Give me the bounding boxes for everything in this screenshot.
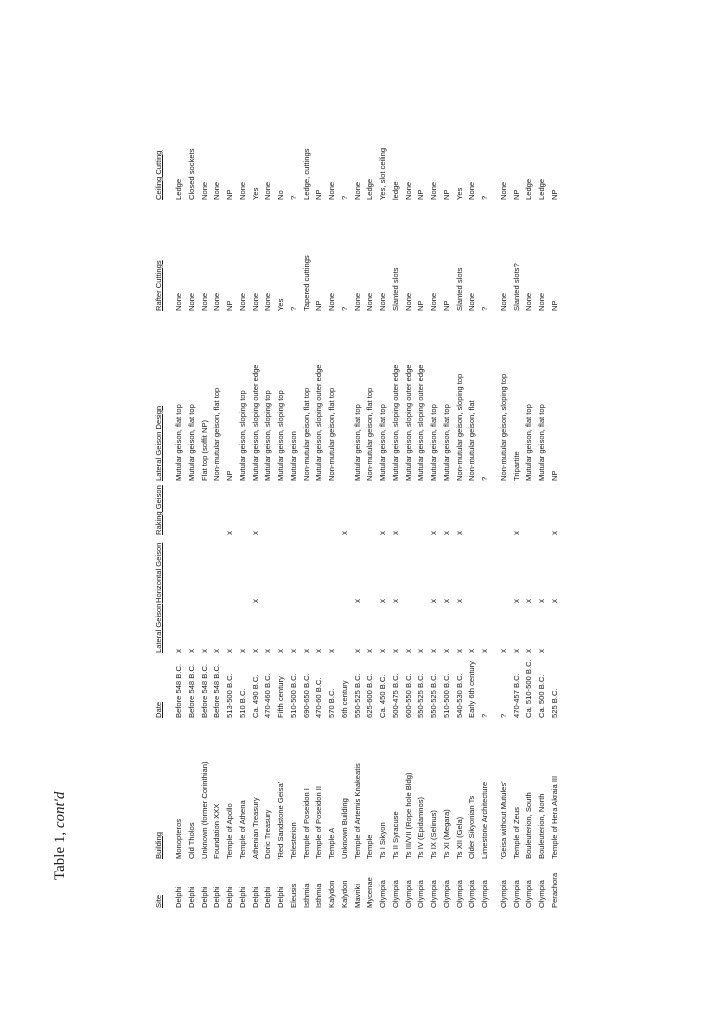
- cell-lateral-geison: x: [365, 649, 375, 653]
- cell-horizontal-geison: x: [250, 599, 260, 603]
- cell-lateral-geison: x: [225, 649, 234, 653]
- cell-lateral-geison-design: Mutular geison, sloping outer edge: [250, 364, 260, 481]
- cell-lateral-geison-design: Mutular geison, sloping outer edge: [314, 364, 324, 481]
- cell-rafter-cuttings: NP: [441, 300, 451, 311]
- cell-horizontal-geison: x: [549, 599, 559, 603]
- header-site: Site: [154, 894, 163, 908]
- cell-site: Delphi: [212, 886, 222, 908]
- cell-rafter-cuttings: Slanted slots?: [511, 263, 521, 311]
- cell-rafter-cuttings: None: [174, 292, 183, 311]
- cell-rafter-cuttings: None: [327, 292, 336, 311]
- cell-ceiling-cutting: Closed sockets: [186, 148, 196, 200]
- cell-horizontal-geison: x: [441, 599, 451, 603]
- cell-date: 600-550 B.C.: [403, 673, 413, 718]
- cell-horizontal-geison: x: [524, 599, 534, 603]
- cell-lateral-geison: x: [403, 649, 413, 653]
- cell-raking-geison: x: [429, 531, 438, 535]
- cell-rafter-cuttings: None: [524, 292, 534, 311]
- cell-site: Delphi: [250, 886, 260, 908]
- cell-rafter-cuttings: None: [250, 292, 260, 311]
- cell-date: 550-525 B.C.: [352, 673, 362, 718]
- cell-lateral-geison-design: Mutular geison, flat top: [524, 404, 534, 481]
- cell-lateral-geison-design: Mutular geison, sloping outer edge: [403, 364, 413, 481]
- cell-ceiling-cutting: None: [403, 181, 413, 200]
- cell-lateral-geison: x: [390, 649, 400, 653]
- cell-date: 510-500 B.C.: [441, 673, 451, 718]
- cell-site: Delphi: [199, 886, 209, 908]
- cell-rafter-cuttings: None: [237, 292, 247, 311]
- cell-lateral-geison-design: Tripartite: [511, 451, 521, 481]
- cell-date: 470-457 B.C.: [511, 673, 521, 718]
- cell-raking-geison: x: [250, 531, 260, 535]
- cell-site: Olympia: [537, 880, 546, 908]
- cell-date: Ca. 510-500 B.C.: [524, 659, 534, 718]
- cell-site: Delphi: [225, 886, 234, 908]
- cell-raking-geison: x: [378, 531, 387, 535]
- header-date: Date: [154, 701, 163, 718]
- cell-building: Temple of Poseidon II: [314, 785, 324, 859]
- cell-building: Temple: [365, 834, 375, 859]
- cell-site: Delphi: [237, 886, 247, 908]
- cell-ceiling-cutting: NP: [314, 189, 324, 200]
- cell-building: Ts III/VII (Rope hole Bldg): [403, 772, 413, 859]
- cell-building: Ts XI (Megara): [441, 809, 451, 859]
- cell-rafter-cuttings: None: [378, 292, 387, 311]
- cell-rafter-cuttings: None: [212, 292, 222, 311]
- cell-ceiling-cutting: None: [498, 181, 508, 200]
- cell-date: Before 548 B.C.: [199, 663, 209, 718]
- cell-raking-geison: x: [441, 531, 451, 535]
- cell-building: Temple of Poseidon I: [301, 788, 311, 859]
- cell-date: 6th century: [339, 680, 349, 718]
- cell-rafter-cuttings: NP: [314, 300, 324, 311]
- cell-lateral-geison: x: [237, 649, 247, 653]
- cell-site: Kalydon: [339, 880, 349, 908]
- cell-lateral-geison: x: [498, 649, 508, 653]
- cell-raking-geison: x: [390, 531, 400, 535]
- cell-ceiling-cutting: ?: [339, 195, 349, 200]
- data-table: [152, 88, 559, 908]
- cell-site: Delphi: [186, 886, 196, 908]
- cell-lateral-geison: x: [441, 649, 451, 653]
- cell-date: Before 548 B.C.: [212, 663, 222, 718]
- cell-rafter-cuttings: None: [263, 292, 273, 311]
- cell-date: 500-475 B.C.: [390, 673, 400, 718]
- cell-lateral-geison: x: [352, 649, 362, 653]
- cell-lateral-geison-design: NP: [549, 470, 559, 481]
- cell-lateral-geison-design: Mutular geison, flat top: [352, 404, 362, 481]
- cell-lateral-geison-design: Mutular geison, flat top: [441, 404, 451, 481]
- cell-date: Before 548 B.C.: [186, 663, 196, 718]
- caption-label: Table 1,: [52, 831, 68, 880]
- cell-lateral-geison-design: Mutular geison, flat top: [186, 404, 196, 481]
- cell-ceiling-cutting: Ledge: [537, 178, 546, 200]
- cell-building: Old Tholos: [186, 822, 196, 859]
- cell-site: Isthmia: [301, 883, 311, 908]
- cell-ceiling-cutting: Ledge, cuttings: [301, 148, 311, 200]
- cell-raking-geison: x: [511, 531, 521, 535]
- cell-lateral-geison: x: [174, 649, 183, 653]
- cell-rafter-cuttings: None: [429, 292, 438, 311]
- cell-ceiling-cutting: NP: [416, 189, 426, 200]
- cell-building: Telesterion: [288, 822, 298, 859]
- table-row: [548, 88, 562, 908]
- cell-site: Delphi: [174, 886, 183, 908]
- cell-rafter-cuttings: None: [186, 292, 196, 311]
- cell-building: Ts II Syracuse: [390, 811, 400, 859]
- cell-site: Olympia: [454, 880, 464, 908]
- cell-date: 510 B.C.: [237, 688, 247, 718]
- header-horizontal-geison: Horizontal Geison: [154, 542, 163, 603]
- cell-horizontal-geison: x: [378, 599, 387, 603]
- table-caption: [52, 792, 69, 880]
- cell-date: Ca. 490 B.C.: [250, 674, 260, 718]
- cell-ceiling-cutting: Ledge: [174, 178, 183, 200]
- cell-rafter-cuttings: Tapered cuttings: [301, 255, 311, 311]
- cell-lateral-geison: x: [378, 649, 387, 653]
- cell-lateral-geison: x: [511, 649, 521, 653]
- header-ceiling-cutting: Ceiling Cutting: [154, 150, 163, 200]
- cell-rafter-cuttings: NP: [416, 300, 426, 311]
- cell-ceiling-cutting: Yes, slot ceiling: [378, 147, 387, 200]
- cell-ceiling-cutting: NP: [441, 189, 451, 200]
- cell-date: 625-600 B.C.: [365, 673, 375, 718]
- cell-lateral-geison-design: Mutular geison, flat top: [537, 404, 546, 481]
- cell-raking-geison: x: [339, 531, 349, 535]
- cell-lateral-geison: x: [416, 649, 426, 653]
- cell-date: 470-60 B.C.: [314, 677, 324, 718]
- cell-lateral-geison-design: Non-mutular geison, sloping top: [454, 373, 464, 481]
- cell-ceiling-cutting: NP: [549, 189, 559, 200]
- cell-lateral-geison-design: Flat top (soffit NP): [199, 419, 209, 481]
- cell-ceiling-cutting: Ledge: [524, 178, 534, 200]
- cell-site: Olympia: [467, 880, 477, 908]
- cell-rafter-cuttings: ?: [288, 306, 298, 311]
- cell-raking-geison: x: [454, 531, 464, 535]
- cell-lateral-geison-design: Non-mutular geison, flat top: [327, 387, 336, 481]
- cell-building: 'Red Sandstone Geisa': [276, 781, 285, 859]
- header-lateral-geison-design: Lateral Geison Design: [154, 405, 163, 481]
- cell-lateral-geison-design: Mutular geison, sloping top: [276, 390, 285, 481]
- cell-building: Athenian Treasury: [250, 797, 260, 859]
- cell-horizontal-geison: x: [511, 599, 521, 603]
- cell-lateral-geison-design: Non-mutular geison, flat top: [212, 387, 222, 481]
- cell-lateral-geison-design: Mutular geison, sloping outer edge: [390, 364, 400, 481]
- cell-site: Mavriki: [352, 883, 362, 908]
- cell-date: 510-500 B.C.: [288, 673, 298, 718]
- cell-site: Perachora: [549, 872, 559, 908]
- cell-rafter-cuttings: None: [352, 292, 362, 311]
- header-lateral-geison: Lateral Geison: [154, 603, 163, 653]
- cell-date: Ca. 450 B.C.: [378, 674, 387, 718]
- cell-lateral-geison-design: Non-mutular geison, sloping top: [498, 373, 508, 481]
- cell-rafter-cuttings: None: [537, 292, 546, 311]
- cell-site: Delphi: [263, 886, 273, 908]
- cell-horizontal-geison: x: [429, 599, 438, 603]
- cell-ceiling-cutting: None: [327, 181, 336, 200]
- cell-raking-geison: x: [225, 531, 234, 535]
- cell-date: Fifth century: [276, 676, 285, 718]
- cell-site: Eleusis: [288, 883, 298, 908]
- cell-building: Ts XII (Gela): [454, 816, 464, 859]
- cell-lateral-geison: x: [314, 649, 324, 653]
- cell-building: Temple of Artemis Knakeatis: [352, 763, 362, 859]
- cell-lateral-geison-design: Mutular geison, flat top: [429, 404, 438, 481]
- cell-date: 513-500 B.C.: [225, 673, 234, 718]
- cell-ceiling-cutting: None: [199, 181, 209, 200]
- cell-lateral-geison-design: Mutular geison, sloping outer edge: [416, 364, 426, 481]
- cell-date: 470-460 B.C.: [263, 673, 273, 718]
- cell-lateral-geison: x: [467, 649, 477, 653]
- cell-building: Limestone Architecture: [480, 781, 489, 859]
- cell-horizontal-geison: x: [454, 599, 464, 603]
- header-raking-geison: Raking Geison: [154, 485, 163, 535]
- cell-rafter-cuttings: Slanted slots: [454, 267, 464, 311]
- cell-ceiling-cutting: None: [263, 181, 273, 200]
- cell-date: 540-530 B.C.: [454, 673, 464, 718]
- cell-date: Early 6th century: [467, 661, 477, 718]
- cell-site: Isthmia: [314, 883, 324, 908]
- cell-building: Temple of Apollo: [225, 803, 234, 859]
- cell-date: ?: [498, 713, 508, 718]
- cell-lateral-geison: x: [212, 649, 222, 653]
- cell-site: Olympia: [403, 880, 413, 908]
- cell-site: Delphi: [276, 886, 285, 908]
- cell-site: Olympia: [416, 880, 426, 908]
- cell-date: 550-525 B.C.: [429, 673, 438, 718]
- cell-lateral-geison: x: [288, 649, 298, 653]
- cell-rafter-cuttings: Yes: [276, 298, 285, 311]
- cell-building: Bouleuterion, South: [524, 792, 534, 859]
- cell-building: Doric Treasury: [263, 809, 273, 859]
- cell-lateral-geison: x: [199, 649, 209, 653]
- cell-site: Mycenae: [365, 877, 375, 908]
- cell-building: Unknown (former Corinthian): [199, 761, 209, 859]
- cell-ceiling-cutting: Yes: [454, 187, 464, 200]
- cell-site: Olympia: [378, 880, 387, 908]
- cell-date: 690-650 B.C.: [301, 673, 311, 718]
- cell-lateral-geison: x: [480, 649, 489, 653]
- cell-site: Kalydon: [327, 880, 336, 908]
- cell-rafter-cuttings: Slanted slots: [390, 267, 400, 311]
- cell-site: Olympia: [390, 880, 400, 908]
- cell-ceiling-cutting: No: [276, 190, 285, 200]
- cell-site: Olympia: [441, 880, 451, 908]
- cell-rafter-cuttings: None: [365, 292, 375, 311]
- cell-building: Unknown Building: [339, 798, 349, 859]
- cell-ceiling-cutting: None: [352, 181, 362, 200]
- cell-lateral-geison: x: [186, 649, 196, 653]
- cell-building: Temple of Zeus: [511, 807, 521, 859]
- cell-raking-geison: x: [549, 531, 559, 535]
- cell-rafter-cuttings: None: [199, 292, 209, 311]
- cell-rafter-cuttings: None: [403, 292, 413, 311]
- cell-ceiling-cutting: None: [212, 181, 222, 200]
- cell-date: 525 B.C.: [549, 688, 559, 718]
- cell-rafter-cuttings: ?: [339, 306, 349, 311]
- cell-lateral-geison-design: Non-mutular geison, flat top: [301, 387, 311, 481]
- cell-ceiling-cutting: ledge: [390, 181, 400, 200]
- cell-date: Ca. 500 B.C.: [537, 674, 546, 718]
- header-rafter-cuttings: Rafter Cuttings: [154, 260, 163, 311]
- cell-ceiling-cutting: None: [429, 181, 438, 200]
- cell-ceiling-cutting: ?: [288, 195, 298, 200]
- cell-building: Ts I Sikyon: [378, 822, 387, 859]
- cell-building: Foundation XXX: [212, 803, 222, 859]
- cell-lateral-geison-design: Non-mutular geison, flat top: [365, 387, 375, 481]
- cell-building: Temple of Hera Akraia III: [549, 775, 559, 859]
- cell-building: Ts IX (Selinus): [429, 810, 438, 859]
- table-header-row: [152, 88, 166, 908]
- cell-building: Ts IV (Epidamnos): [416, 796, 426, 859]
- cell-lateral-geison-design: Mutular geison, sloping top: [237, 390, 247, 481]
- cell-lateral-geison: x: [301, 649, 311, 653]
- cell-rafter-cuttings: None: [467, 292, 477, 311]
- table-row: [478, 88, 492, 908]
- cell-lateral-geison: x: [276, 649, 285, 653]
- caption-cont: cont'd: [52, 791, 68, 829]
- cell-building: Bouleuterion, North: [537, 793, 546, 859]
- cell-site: Olympia: [524, 880, 534, 908]
- cell-rafter-cuttings: NP: [225, 300, 234, 311]
- cell-building: Older Sikyonian Ts: [467, 795, 477, 859]
- cell-lateral-geison: x: [250, 649, 260, 653]
- cell-site: Olympia: [429, 880, 438, 908]
- cell-horizontal-geison: x: [390, 599, 400, 603]
- cell-date: Before 548 B.C.: [174, 663, 183, 718]
- cell-lateral-geison-design: ?: [480, 476, 489, 481]
- cell-date: 550-525 B.C.: [416, 673, 426, 718]
- cell-rafter-cuttings: ?: [480, 306, 489, 311]
- cell-lateral-geison: x: [524, 649, 534, 653]
- cell-building: 'Geisa without Mutules': [498, 781, 508, 859]
- cell-site: Olympia: [498, 880, 508, 908]
- cell-building: Temple A: [327, 827, 336, 859]
- cell-site: Olympia: [480, 880, 489, 908]
- cell-lateral-geison: x: [327, 649, 336, 653]
- cell-ceiling-cutting: NP: [511, 189, 521, 200]
- cell-lateral-geison-design: Mutular geison, flat top: [174, 404, 183, 481]
- cell-lateral-geison-design: NP: [225, 470, 234, 481]
- cell-ceiling-cutting: Yes: [250, 187, 260, 200]
- cell-date: 570 B.C.: [327, 688, 336, 718]
- cell-ceiling-cutting: Ledge: [365, 178, 375, 200]
- cell-ceiling-cutting: ?: [480, 195, 489, 200]
- cell-lateral-geison-design: Mutular geison: [288, 431, 298, 481]
- cell-ceiling-cutting: NP: [225, 189, 234, 200]
- cell-ceiling-cutting: None: [467, 181, 477, 200]
- cell-building: Monopteros: [174, 818, 183, 859]
- cell-lateral-geison: x: [537, 649, 546, 653]
- cell-lateral-geison-design: Mutular geison, flat top: [378, 404, 387, 481]
- cell-building: Temple of Athena: [237, 800, 247, 859]
- cell-date: ?: [480, 713, 489, 718]
- cell-site: Olympia: [511, 880, 521, 908]
- cell-rafter-cuttings: None: [498, 292, 508, 311]
- cell-lateral-geison-design: Mutular geison, sloping top: [263, 390, 273, 481]
- cell-lateral-geison-design: Non-mutular geison, flat: [467, 400, 477, 481]
- header-building: Building: [154, 831, 163, 859]
- cell-horizontal-geison: x: [352, 599, 362, 603]
- cell-lateral-geison: x: [454, 649, 464, 653]
- cell-lateral-geison: x: [429, 649, 438, 653]
- cell-lateral-geison: x: [263, 649, 273, 653]
- cell-ceiling-cutting: None: [237, 181, 247, 200]
- cell-horizontal-geison: x: [537, 599, 546, 603]
- cell-rafter-cuttings: NP: [549, 300, 559, 311]
